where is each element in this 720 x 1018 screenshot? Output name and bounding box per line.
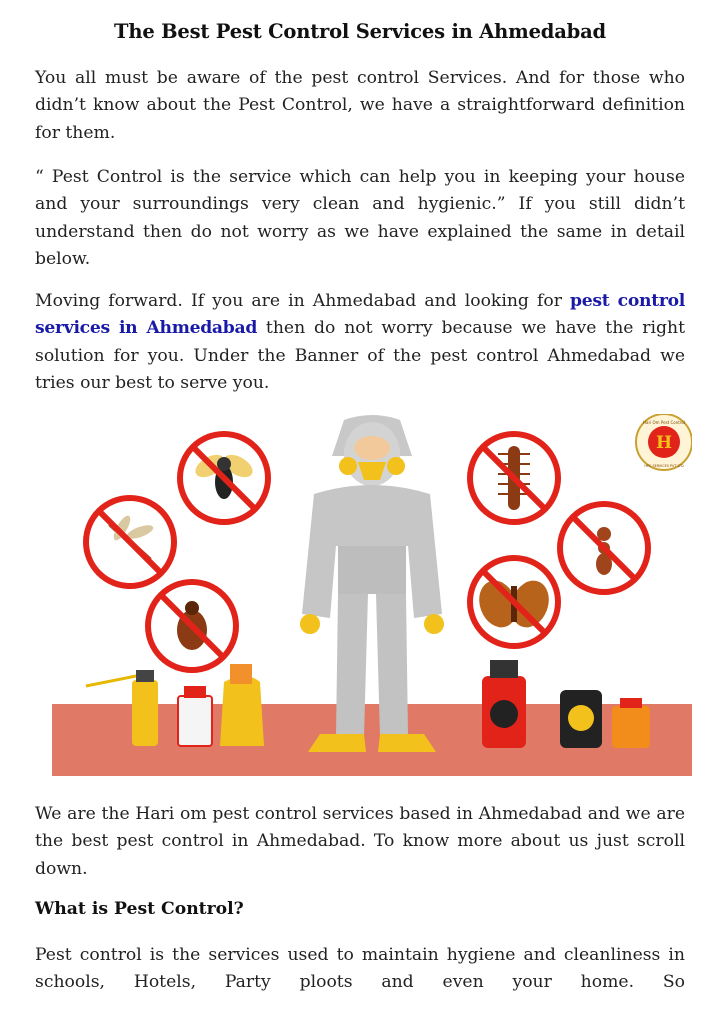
services-text-before: Moving forward. If you are in Ahmedabad and looking for: [35, 291, 570, 311]
worker-in-protective-suit: [300, 415, 444, 752]
hari-om-pest-control-logo: [636, 414, 692, 470]
bedbug-ban-icon: [148, 582, 236, 670]
about-paragraph: We are the Hari om pest control services based in Ahmedabad and we are the best pest control in Ahmedabad. To know more about us just scroll down.: [35, 804, 685, 879]
services-paragraph: [35, 288, 685, 397]
mosquito-ban-icon: [86, 498, 174, 586]
definition-paragraph: “ Pest Control is the service which can help you in keeping your house and your surroundings very clean and hygienic.” If you still didn’t understand then do not worry as we have explained the same in detail below.: [35, 167, 685, 269]
logo-text: Hari Om Pest Control: [643, 420, 685, 425]
page-title: The Best Pest Control Services in Ahmedabad: [114, 20, 606, 43]
centipede-ban-icon: [470, 434, 558, 522]
ant-ban-icon: [560, 504, 648, 592]
pest-control-ahmedabad-link[interactable]: pest control services in Ahmedabad: [35, 291, 685, 339]
logo-letter: H: [655, 433, 673, 453]
fly-ban-icon: [180, 434, 268, 522]
spray-products-right: [482, 660, 650, 748]
logo-subtext: HPC SERVICES PVT LTD: [644, 464, 684, 468]
services-text-after: then do not worry because we have the right solution for you. Under the Banner of the pest control Ahmedabad we tries our best to serve you.: [35, 318, 685, 393]
section-heading-what-is-pest-control: What is Pest Control?: [35, 899, 244, 919]
pest-control-description-paragraph: Pest control is the services used to maintain hygiene and cleanliness in schools, Hotels, Party ploots and even your home. So: [35, 945, 685, 993]
moth-ban-icon: [470, 558, 558, 646]
pest-control-illustration: [52, 414, 692, 776]
intro-paragraph: You all must be aware of the pest control Services. And for those who didn’t know about the Pest Control, we have a straightforward definition for them.: [35, 68, 685, 143]
